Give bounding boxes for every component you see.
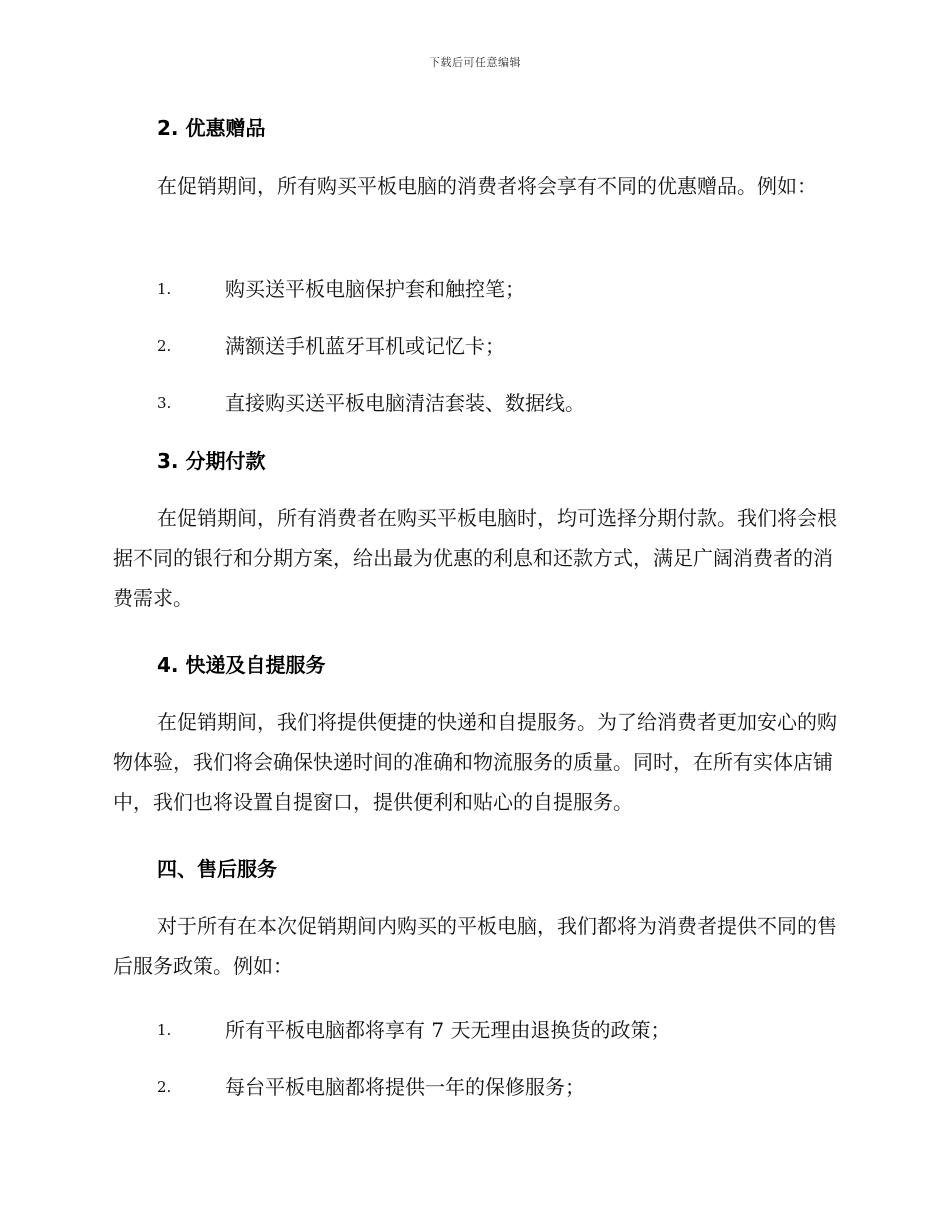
list-item xyxy=(113,331,837,361)
list-item-text: 直接购买送平板电脑清洁套装、数据线。 xyxy=(225,391,585,415)
header-note: 下载后可任意编辑 xyxy=(429,56,521,69)
list-item-text: 满额送手机蓝牙耳机或记忆卡； xyxy=(225,334,505,358)
list-item xyxy=(113,388,837,418)
list-item xyxy=(113,274,837,304)
list-item xyxy=(113,1072,837,1102)
list-item-number: 3. xyxy=(157,394,172,412)
list-item-number: 2. xyxy=(157,1078,172,1096)
list-item xyxy=(113,1015,837,1045)
section-heading: 3. 分期付款 xyxy=(157,449,266,473)
section-paragraph: 在促销期间，所有购买平板电脑的消费者将会享有不同的优惠赠品。例如： xyxy=(157,174,817,198)
section-heading: 2. 优惠赠品 xyxy=(157,116,266,140)
section-heading: 4. 快递及自提服务 xyxy=(157,653,326,677)
list-item-number: 1. xyxy=(157,1021,172,1039)
list-item-text: 每台平板电脑都将提供一年的保修服务； xyxy=(225,1075,585,1099)
section-heading: 四、售后服务 xyxy=(157,857,277,881)
section-paragraph: 在促销期间，所有消费者在购买平板电脑时，均可选择分期付款。我们将会根据不同的银行和分期方案，给出最为优惠的利息和还款方式，满足广阔消费者的消费需求。 xyxy=(113,506,837,610)
list-item-text: 所有平板电脑都将享有 7 天无理由退换货的政策； xyxy=(225,1018,671,1042)
section-paragraph: 对于所有在本次促销期间内购买的平板电脑，我们都将为消费者提供不同的售后服务政策。例如： xyxy=(113,914,837,978)
list-item-number: 2. xyxy=(157,337,172,355)
section-paragraph: 在促销期间，我们将提供便捷的快递和自提服务。为了给消费者更加安心的购物体验，我们将会确保快递时间的准确和物流服务的质量。同时，在所有实体店铺中，我们也将设置自提窗口，提供便利和贴心的自提服务。 xyxy=(113,710,837,814)
list-item-text: 购买送平板电脑保护套和触控笔； xyxy=(225,277,525,301)
list-item-number: 1. xyxy=(157,280,172,298)
